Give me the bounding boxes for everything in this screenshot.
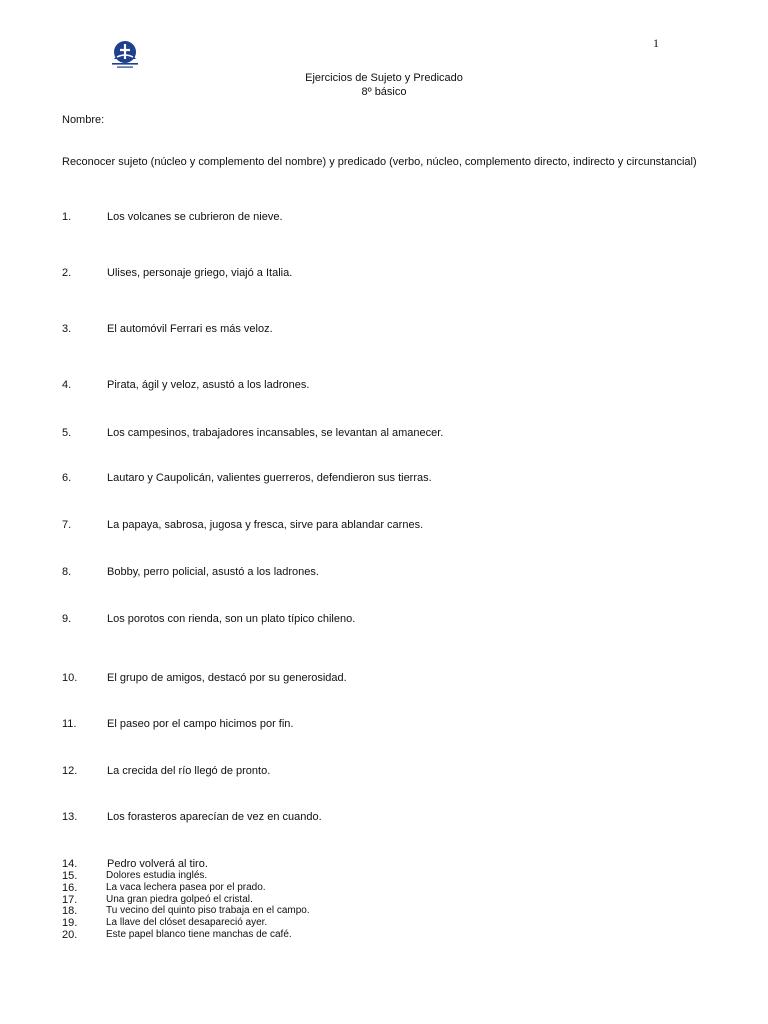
exercise-number: 13. bbox=[62, 811, 78, 823]
exercise-item bbox=[0, 764, 768, 778]
exercise-sentence: El grupo de amigos, destacó por su generosidad. bbox=[107, 672, 347, 684]
exercise-sentence: Los porotos con rienda, son un plato típico chileno. bbox=[107, 613, 356, 625]
name-label: Nombre: bbox=[62, 114, 105, 126]
exercise-number: 3. bbox=[62, 323, 72, 335]
exercise-sentence: Bobby, perro policial, asustó a los ladrones. bbox=[107, 566, 319, 578]
exercise-item bbox=[0, 857, 768, 871]
exercise-sentence: La vaca lechera pasea por el prado. bbox=[106, 882, 266, 893]
exercise-item bbox=[0, 810, 768, 824]
exercise-sentence: La llave del clóset desapareció ayer. bbox=[106, 917, 268, 928]
title-block bbox=[0, 71, 768, 99]
exercise-sentence: Dolores estudia inglés. bbox=[106, 870, 208, 881]
exercise-item bbox=[0, 565, 768, 579]
exercise-sentence: Los volcanes se cubrieron de nieve. bbox=[107, 211, 283, 223]
exercise-number: 10. bbox=[62, 672, 78, 684]
exercise-number: 17. bbox=[62, 894, 78, 906]
exercise-item bbox=[0, 426, 768, 440]
instructions: Reconocer sujeto (núcleo y complemento del nombre) y predicado (verbo, núcleo, complemento directo, indirecto y circunstancial) bbox=[62, 156, 697, 168]
exercise-item bbox=[0, 210, 768, 224]
document-title: Ejercicios de Sujeto y Predicado bbox=[305, 72, 463, 84]
exercise-item bbox=[0, 717, 768, 731]
exercise-sentence: Este papel blanco tiene manchas de café. bbox=[106, 929, 292, 940]
document-subtitle: 8º básico bbox=[361, 86, 407, 98]
exercise-number: 15. bbox=[62, 870, 78, 882]
exercise-sentence: El automóvil Ferrari es más veloz. bbox=[107, 323, 273, 335]
exercise-number: 9. bbox=[62, 613, 72, 625]
exercise-sentence: Los forasteros aparecían de vez en cuando. bbox=[107, 811, 322, 823]
exercise-number: 5. bbox=[62, 427, 72, 439]
exercise-item bbox=[0, 378, 768, 392]
exercise-item bbox=[0, 266, 768, 280]
exercise-sentence: Ulises, personaje griego, viajó a Italia. bbox=[107, 267, 293, 279]
exercise-sentence: La papaya, sabrosa, jugosa y fresca, sirve para ablandar carnes. bbox=[107, 519, 424, 531]
exercise-sentence: La crecida del río llegó de pronto. bbox=[107, 765, 271, 777]
exercise-item bbox=[0, 870, 768, 882]
exercise-number: 7. bbox=[62, 519, 72, 531]
exercise-sentence: El paseo por el campo hicimos por fin. bbox=[107, 718, 294, 730]
exercise-number: 8. bbox=[62, 566, 72, 578]
exercise-sentence: Lautaro y Caupolicán, valientes guerreros, defendieron sus tierras. bbox=[107, 472, 432, 484]
exercise-number: 14. bbox=[62, 858, 78, 870]
exercise-item bbox=[0, 905, 768, 917]
exercise-number: 12. bbox=[62, 765, 78, 777]
exercise-item bbox=[0, 322, 768, 336]
exercise-item bbox=[0, 671, 768, 685]
exercise-item bbox=[0, 518, 768, 532]
exercise-number: 16. bbox=[62, 882, 78, 894]
exercise-item bbox=[0, 929, 768, 941]
exercise-item bbox=[0, 882, 768, 894]
exercise-sentence: Una gran piedra golpeó el cristal. bbox=[106, 894, 253, 905]
exercise-number: 2. bbox=[62, 267, 72, 279]
exercise-sentence: Pedro volverá al tiro. bbox=[107, 858, 208, 870]
exercise-number: 11. bbox=[62, 718, 77, 730]
exercise-number: 6. bbox=[62, 472, 72, 484]
exercise-number: 18. bbox=[62, 905, 78, 917]
exercise-sentence: Pirata, ágil y veloz, asustó a los ladrones. bbox=[107, 379, 310, 391]
school-logo-icon bbox=[108, 37, 142, 71]
exercise-item bbox=[0, 917, 768, 929]
exercise-number: 20. bbox=[62, 929, 78, 941]
exercise-sentence: Tu vecino del quinto piso trabaja en el campo. bbox=[106, 905, 310, 916]
exercise-item bbox=[0, 612, 768, 626]
exercise-item bbox=[0, 471, 768, 485]
page-number: 1 bbox=[653, 36, 659, 50]
exercise-number: 1. bbox=[62, 211, 72, 223]
exercise-number: 19. bbox=[62, 917, 78, 929]
exercise-sentence: Los campesinos, trabajadores incansables, se levantan al amanecer. bbox=[107, 427, 444, 439]
exercise-number: 4. bbox=[62, 379, 72, 391]
